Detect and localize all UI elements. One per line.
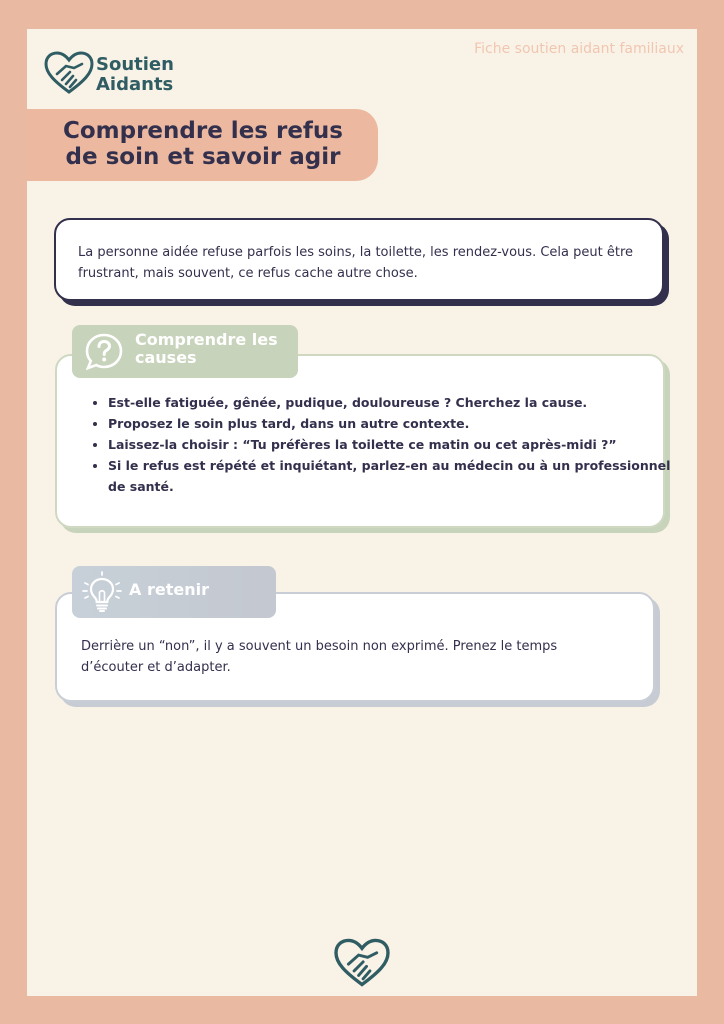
retenir-title: A retenir bbox=[129, 580, 209, 599]
logo bbox=[44, 50, 174, 100]
lightbulb-icon bbox=[80, 571, 124, 617]
list-item: • Proposez le soin plus tard, dans un autre contexte. bbox=[108, 413, 678, 434]
logo-line-2: Aidants bbox=[96, 74, 174, 95]
list-item: • Est-elle fatiguée, gênée, pudique, douloureuse ? Cherchez la cause. bbox=[108, 392, 678, 413]
list-item: • Si le refus est répété et inquiétant, parlez-en au médecin ou à un professionnel de santé. bbox=[108, 455, 678, 497]
title-line-1: Comprendre les refus bbox=[62, 118, 344, 144]
heart-handshake-icon bbox=[44, 50, 94, 100]
page-title bbox=[48, 118, 358, 170]
causes-list bbox=[80, 392, 678, 497]
document-type-note: Fiche soutien aidant familiaux bbox=[474, 41, 684, 57]
title-line-2: de soin et savoir agir bbox=[65, 144, 341, 170]
list-item: • Laissez-la choisir : “Tu préfères la toilette ce matin ou cet après-midi ?” bbox=[108, 434, 678, 455]
logo-line-1: Soutien bbox=[96, 54, 174, 75]
retenir-text: Derrière un “non”, il y a souvent un besoin non exprimé. Prenez le temps d’écouter et d’adapter. bbox=[81, 639, 558, 675]
question-bubble-icon bbox=[84, 332, 124, 376]
intro-text: La personne aidée refuse parfois les soins, la toilette, les rendez-vous. Cela peut être frustrant, mais souvent, ce refus cache autre chose. bbox=[78, 245, 633, 281]
heart-handshake-icon bbox=[333, 974, 391, 993]
intro-card bbox=[54, 218, 664, 301]
footer-logo bbox=[333, 937, 391, 993]
logo-wordmark bbox=[96, 55, 174, 95]
causes-title: Comprendre les causes bbox=[135, 330, 278, 367]
